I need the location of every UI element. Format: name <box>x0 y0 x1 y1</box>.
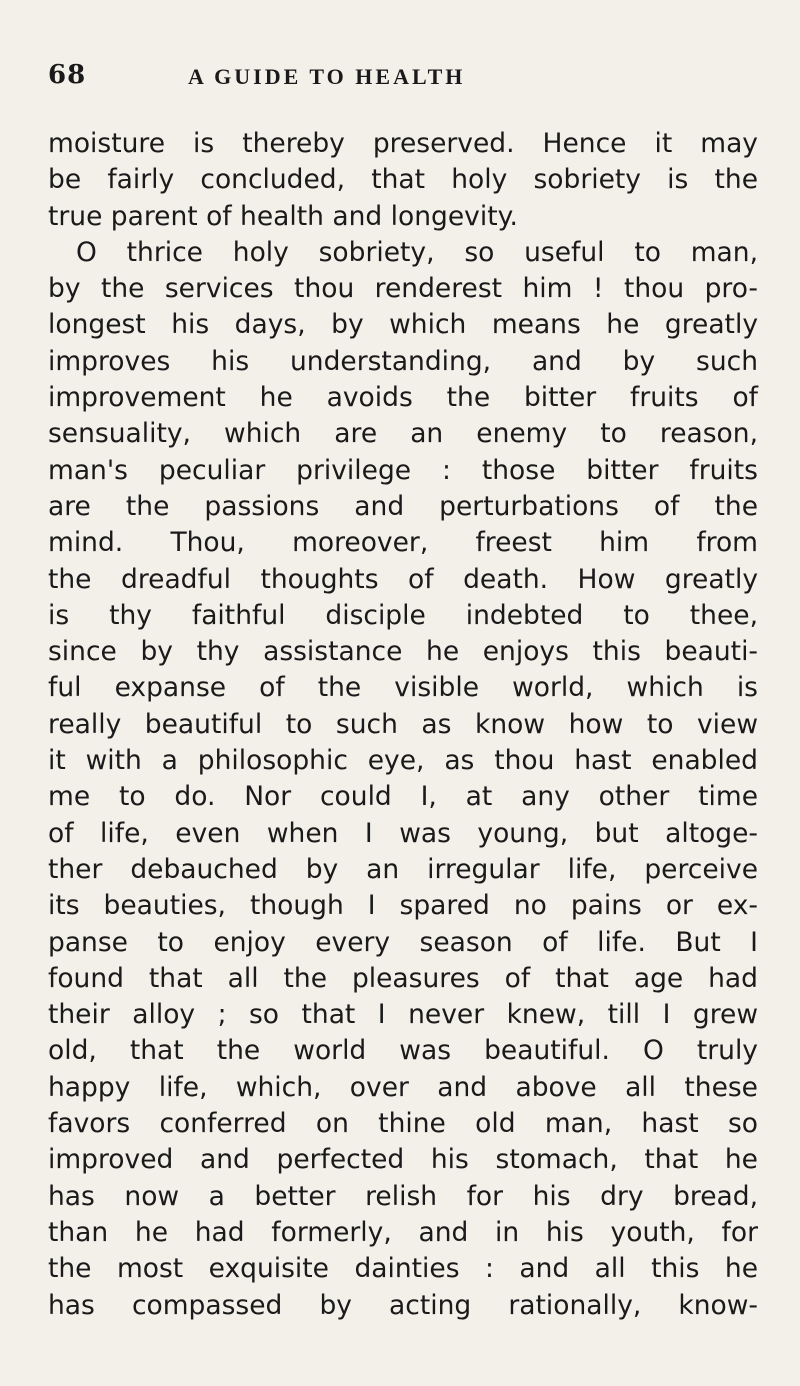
text-line: mind. Thou, moreover, freest him from <box>48 527 758 559</box>
running-title: A GUIDE TO HEALTH <box>188 64 466 89</box>
text-line: improvement he avoids the bitter fruits of <box>48 382 758 414</box>
text-line: is thy faithful disciple indebted to thee, <box>48 599 758 631</box>
text-line: happy life, which, over and above all these <box>48 1071 758 1103</box>
text-line: old, that the world was beautiful. O truly <box>48 1035 758 1067</box>
text-line: are the passions and perturbations of the <box>48 490 758 522</box>
text-line: since by thy assistance he enjoys this beauti- <box>48 636 758 668</box>
text-line: its beauties, though I spared no pains or ex- <box>48 890 758 922</box>
text-line: favors conferred on thine old man, hast so <box>48 1108 758 1140</box>
body-text <box>48 126 758 1324</box>
text-line: panse to enjoy every season of life. But I <box>48 926 758 958</box>
text-line: sensuality, which are an enemy to reason, <box>48 418 758 450</box>
text-line: really beautiful to such as know how to view <box>48 708 758 740</box>
text-line: me to do. Nor could I, at any other time <box>48 781 758 813</box>
text-line: true parent of health and longevity. <box>48 200 518 232</box>
text-line: be fairly concluded, that holy sobriety is the <box>48 164 758 196</box>
text-line: O thrice holy sobriety, so useful to man, <box>76 236 758 268</box>
text-line: moisture is thereby preserved. Hence it may <box>48 128 758 159</box>
text-line: their alloy ; so that I never knew, till I grew <box>48 999 758 1031</box>
text-line: of life, even when I was young, but altoge- <box>48 817 758 849</box>
text-line: than he had formerly, and in his youth, for <box>48 1216 758 1248</box>
text-line: has compassed by acting rationally, know- <box>48 1289 758 1321</box>
text-line: improves his understanding, and by such <box>48 345 758 377</box>
running-head <box>48 60 758 100</box>
page-number: 68 <box>48 60 87 90</box>
text-line: the most exquisite dainties : and all this he <box>48 1253 758 1285</box>
text-line: it with a philosophic eye, as thou hast enabled <box>48 745 758 777</box>
text-line: improved and perfected his stomach, that he <box>48 1144 758 1176</box>
text-line: ther debauched by an irregular life, perceive <box>48 853 758 885</box>
text-line: found that all the pleasures of that age had <box>48 962 758 994</box>
text-line: the dreadful thoughts of death. How greatly <box>48 563 758 595</box>
text-line: longest his days, by which means he greatly <box>48 309 758 341</box>
text-line: by the services thou renderest him ! thou pro- <box>48 273 758 305</box>
text-line: ful expanse of the visible world, which is <box>48 672 758 704</box>
text-line: has now a better relish for his dry bread, <box>48 1180 758 1212</box>
text-line: man's peculiar privilege : those bitter fruits <box>48 454 758 486</box>
